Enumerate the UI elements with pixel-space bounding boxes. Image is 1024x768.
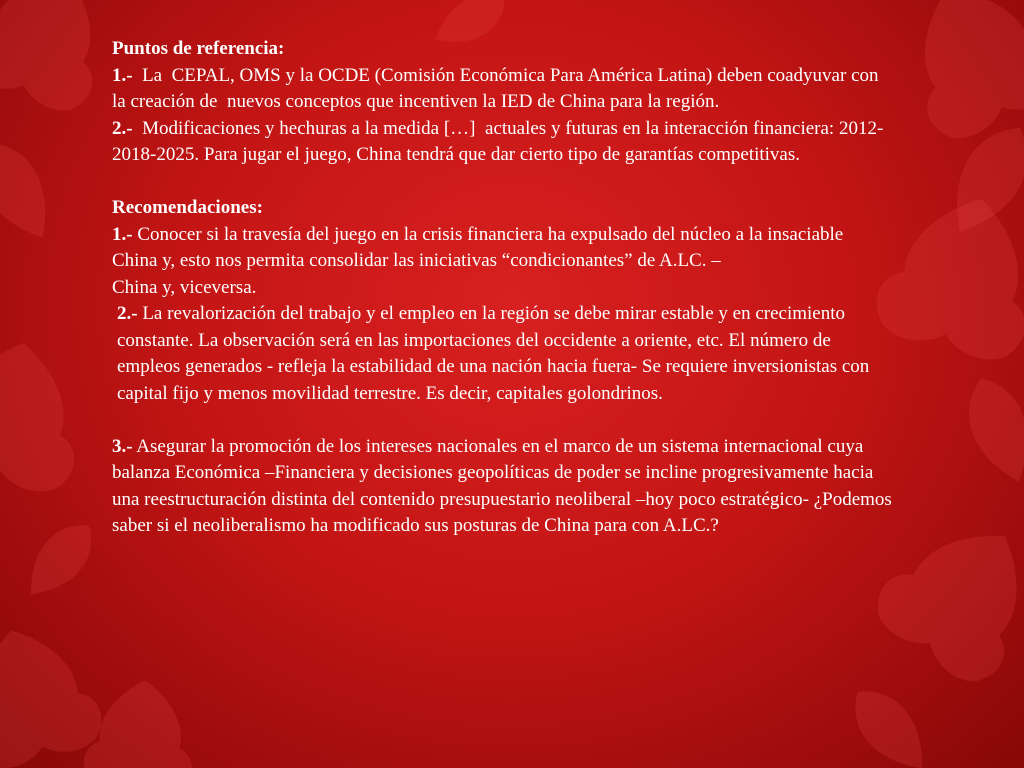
leaf-icon: [0, 129, 66, 251]
slide-body: [112, 36, 892, 540]
leaf-icon: [0, 614, 108, 768]
rec-2-text: La revalorización del trabajo y el empleo en la región se debe mirar estable y en crecimiento constante. La observación será en las importaciones del occidente a oriente, etc. El número de empleos generados - refleja la estabilidad de una nación hacia fuera- Se requiere inversionistas con capital fijo y menos movilidad terrestre. Es decir, capitales golondrinos.: [117, 303, 870, 404]
punto-1-number: 1.-: [112, 64, 133, 86]
rec-1-text: Conocer si la travesía del juego en la crisis financiera ha expulsado del núcleo a la insaciable China y, esto nos permita consolidar las iniciativas “condicionantes” de A.LC. –: [112, 223, 844, 271]
recomendacion-3: [112, 434, 892, 540]
leaf-icon: [956, 369, 1024, 491]
punto-2-text: Modificaciones y hechuras a la medida […] actuales y futuras en la interacción financiera: 2012-2018-2025. Para jugar el juego, China tendrá que dar cierto tipo de garantías competitivas.: [112, 117, 884, 165]
rec-3-text: Asegurar la promoción de los intereses nacionales en el marco de un sistema internacional cuya balanza Económica –Financiera y decisiones geopolíticas de poder se incline progresivamente hacia una reestructuración distinta del contenido presupuestario neoliberal –hoy poco estratégico- ¿Podemos saber si el neoliberalismo ha modificado sus posturas de China para con A.LC.?: [112, 435, 892, 536]
puntos-heading: Puntos de referencia:: [112, 38, 285, 59]
rec-2-number: 2.-: [117, 303, 138, 324]
leaf-icon: [14, 511, 106, 608]
rec-1-number: 1.-: [112, 223, 133, 245]
punto-2-number: 2.-: [112, 117, 133, 139]
leaf-icon: [0, 0, 126, 119]
recomendacion-1: [112, 222, 892, 275]
punto-1-text: La CEPAL, OMS y la OCDE (Comisión Económica Para América Latina) deben coadyuvar con la creación de nuevos conceptos que incentiven la IED de China para la región.: [112, 64, 884, 112]
recomendacion-2: [112, 301, 892, 407]
leaf-icon: [0, 331, 93, 497]
recomendacion-1-line2: China y, viceversa.: [112, 276, 257, 298]
punto-1: [112, 63, 892, 116]
recomendaciones-heading: Recomendaciones:: [112, 197, 263, 218]
rec-3-number: 3.-: [112, 435, 133, 457]
leaf-icon: [839, 676, 941, 768]
leaf-icon: [883, 0, 1024, 149]
punto-2: [112, 116, 892, 169]
